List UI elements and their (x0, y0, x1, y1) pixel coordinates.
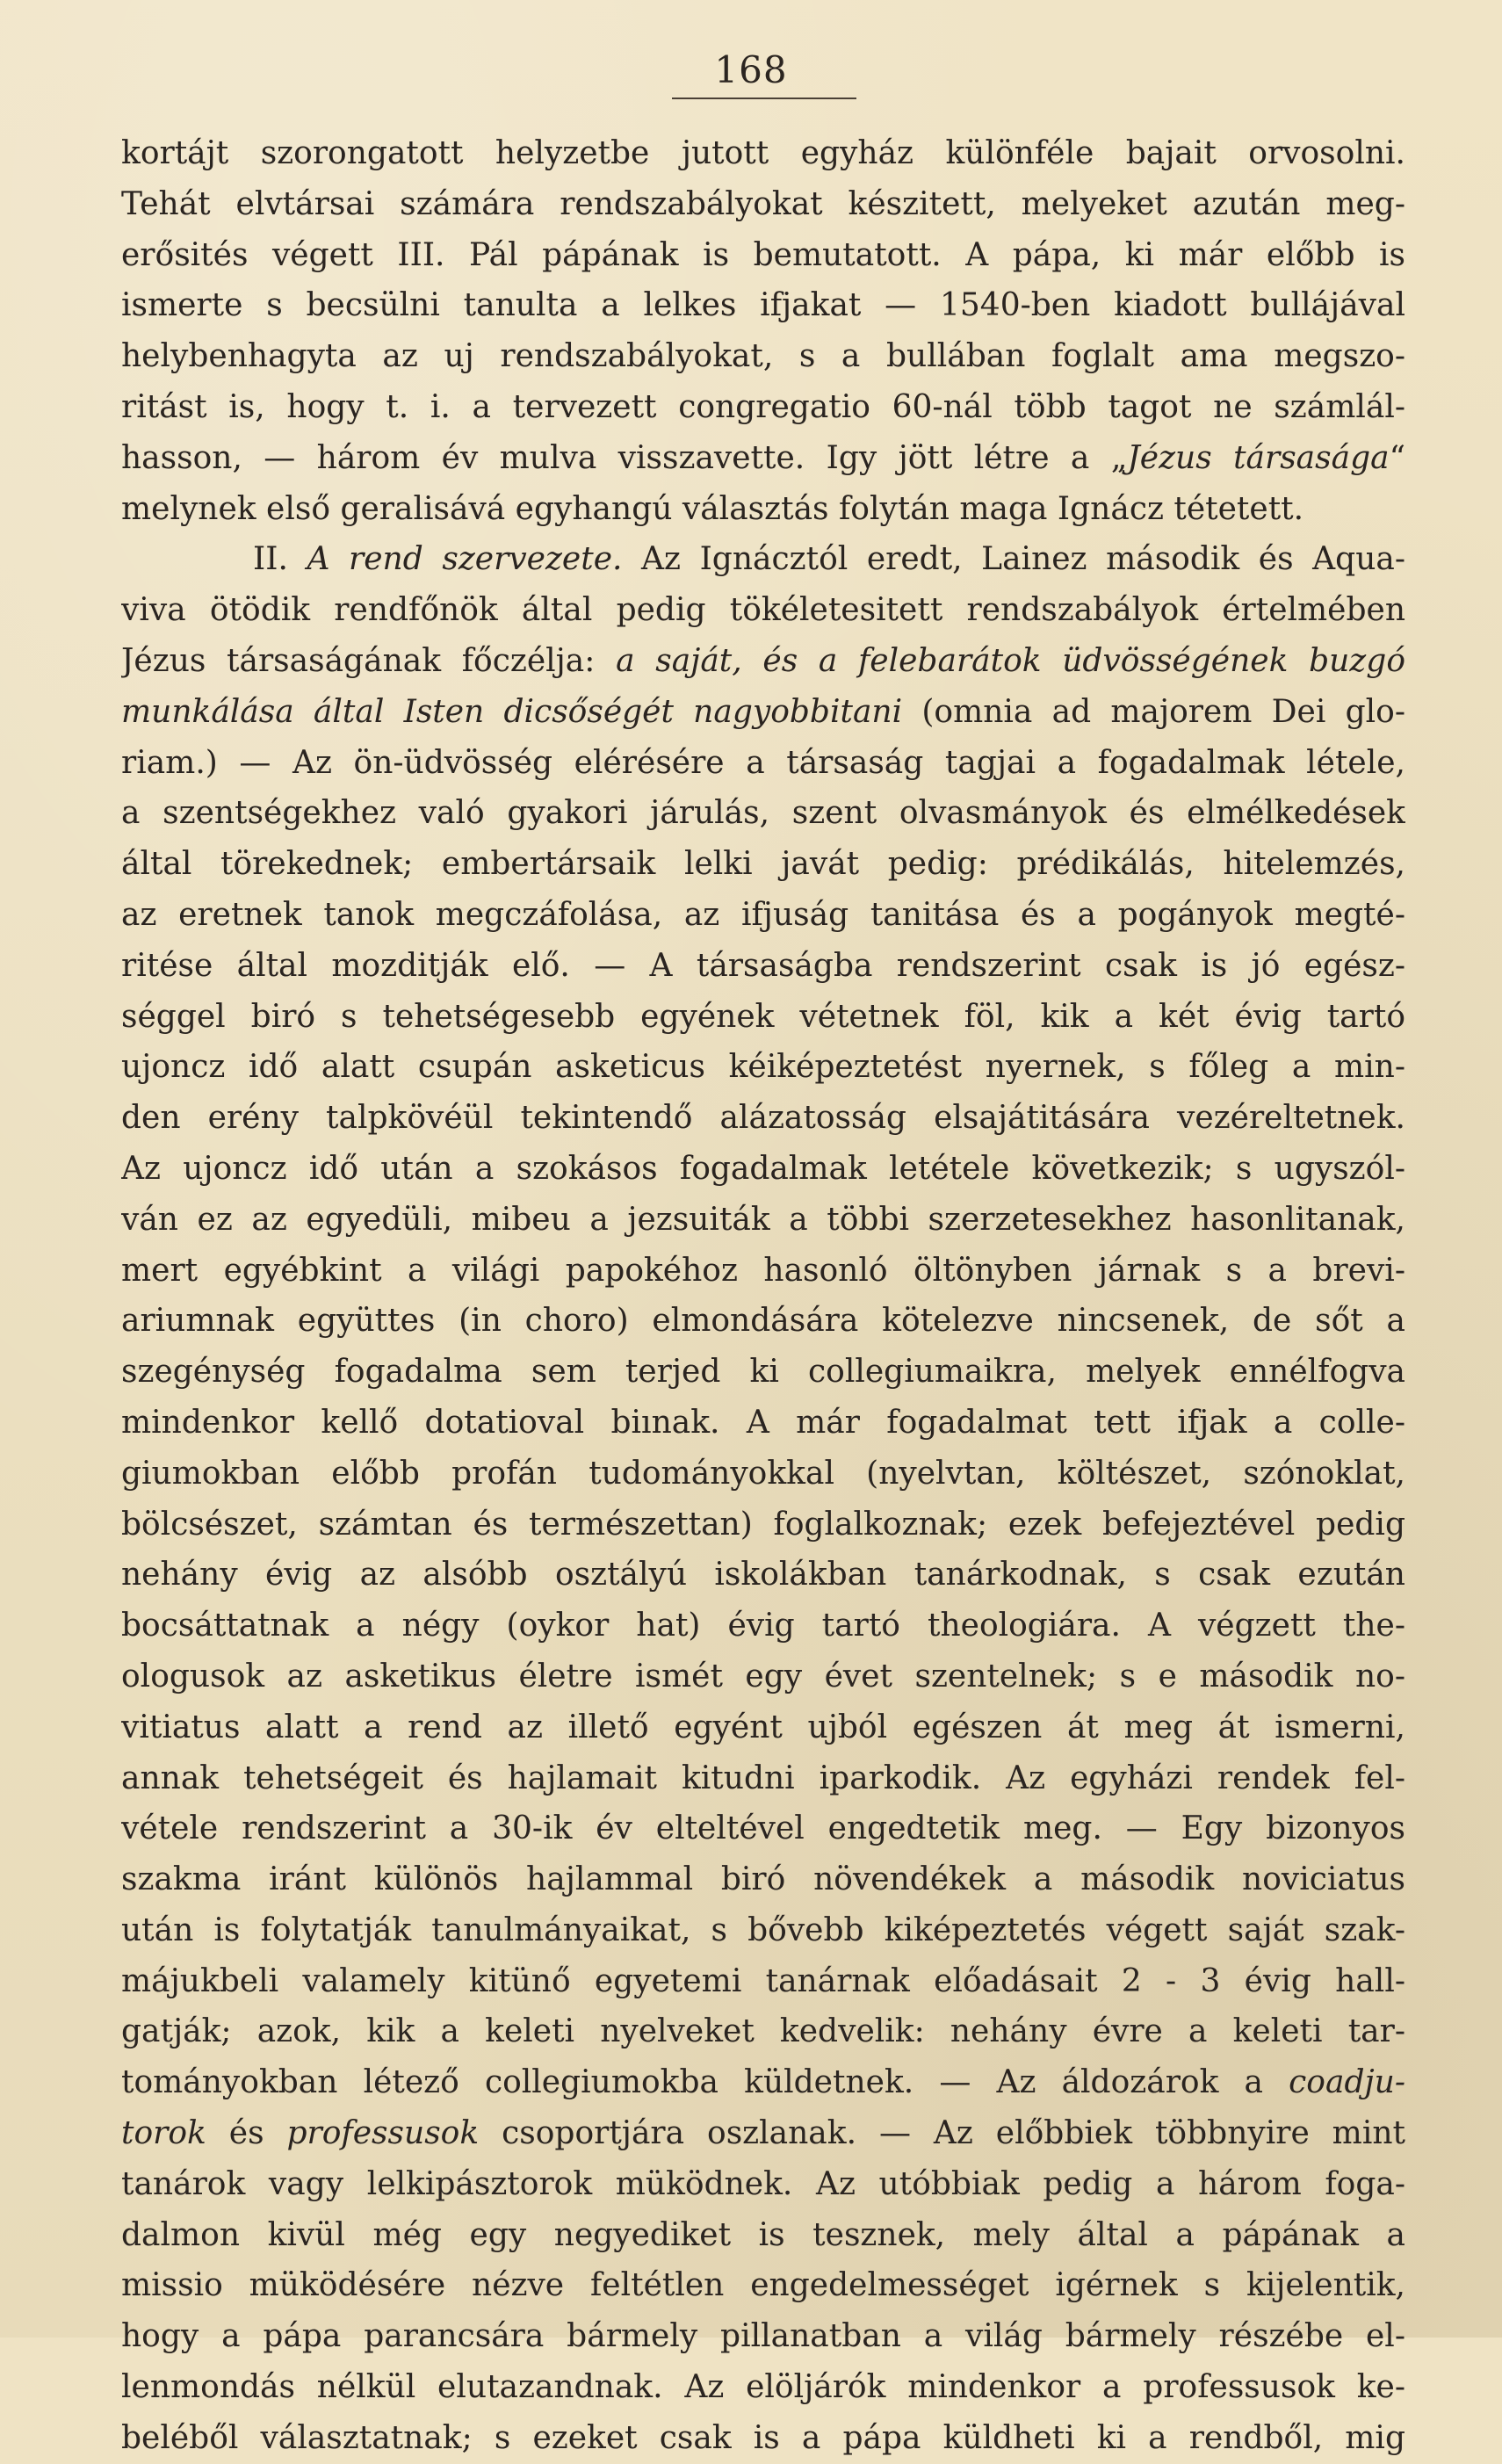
italic-text: coadju- (1289, 2064, 1405, 2101)
text-line (121, 2362, 1405, 2413)
text-run: csoportjára oszlanak. — Az előbbiek többnyire mint (479, 2115, 1405, 2152)
text-line (121, 1398, 1405, 1449)
page-number: 168 (714, 48, 788, 91)
text-run: annak tehetségeit és hajlamait kitudni iparkodik. Az egyházi rendek fel- (121, 1759, 1405, 1796)
text-line (121, 585, 1405, 636)
text-line (121, 484, 1405, 535)
text-run: (omnia ad majorem Dei glo- (902, 693, 1405, 730)
text-run: májukbeli valamely kitünő egyetemi tanárnak előadásait 2 - 3 évig hall- (121, 1962, 1405, 1999)
text-line (121, 1347, 1405, 1398)
text-run: az eretnek tanok megczáfolása, az ifjuság tanitása és a pogányok megté- (121, 896, 1405, 933)
italic-text: munkálása által Isten dicsőségét nagyobbitani (121, 693, 903, 730)
text-run: tományokban létező collegiumokba küldetnek. — Az áldozárok a (121, 2064, 1289, 2101)
text-line (121, 687, 1405, 738)
text-run: tanárok vagy lelkipásztorok müködnek. Az utóbbiak pedig a három foga- (121, 2165, 1405, 2202)
text-line (121, 2108, 1405, 2159)
italic-text: Jézus társasága (1127, 439, 1390, 476)
text-line (121, 941, 1405, 992)
text-line (121, 1550, 1405, 1601)
text-line (121, 1195, 1405, 1246)
text-line (121, 2210, 1405, 2261)
text-line (121, 280, 1405, 331)
text-run: által törekednek; embertársaik lelki javát pedig: prédikálás, hitelemzés, (121, 846, 1405, 883)
italic-text: professusok (286, 2115, 480, 2152)
text-run: ismerte s becsülni tanulta a lelkes ifjakat — 1540-ben kiadott bullájával (121, 287, 1405, 324)
text-run: missio müködésére nézve feltétlen engedelmességet igérnek s kijelentik, (121, 2267, 1405, 2304)
text-run: séggel biró s tehetségesebb egyének vétetnek föl, kik a két évig tartó (121, 998, 1405, 1035)
text-run: bocsáttatnak a négy (oykor hat) évig tartó theologiára. A végzett the- (121, 1608, 1405, 1644)
italic-text: a saját, és a felebarátok üdvösségének buzgó (616, 642, 1405, 679)
text-run: II. (253, 541, 307, 578)
text-run: riam.) — Az ön-üdvösség elérésére a társaság tagjai a fogadalmak létele, (121, 744, 1405, 781)
text-line (121, 992, 1405, 1043)
text-run: a szentségekhez való gyakori járulás, szent olvasmányok és elmélkedések (121, 795, 1405, 832)
text-run: vitiatus alatt a rend az illető egyént ujból egészen át meg át ismerni, (121, 1709, 1405, 1745)
text-run: ván ez az egyedüli, mibeu a jezsuiták a többi szerzetesekhez hasonlitanak, (121, 1201, 1405, 1238)
text-line (121, 1296, 1405, 1347)
body-text (121, 128, 1405, 2464)
text-line (121, 1093, 1405, 1144)
italic-text: A rend szervezete. (307, 541, 623, 578)
text-line (121, 1956, 1405, 2007)
text-line (121, 179, 1405, 230)
text-line (121, 1246, 1405, 1297)
text-run: ologusok az asketikus életre ismét egy évet szentelnek; s e második no- (121, 1658, 1405, 1694)
text-line (121, 1905, 1405, 1956)
text-line (121, 1449, 1405, 1499)
text-run: nehány évig az alsóbb osztályú iskolákban tanárkodnak, s csak ezután (121, 1557, 1405, 1593)
text-line (121, 128, 1405, 179)
text-line (121, 788, 1405, 839)
text-run: helybenhagyta az uj rendszabályokat, s a bullában foglalt ama megszo- (121, 338, 1405, 375)
text-run: mindenkor kellő dotatioval biınak. A már fogadalmat tett ifjak a colle- (121, 1404, 1405, 1441)
text-run: hasson, — három év mulva visszavette. Igy jött létre a „ (121, 439, 1128, 476)
text-line (121, 738, 1405, 789)
text-run: kortájt szorongatott helyzetbe jutott egyház különféle bajait orvosolni. (121, 135, 1405, 171)
text-line (121, 1042, 1405, 1093)
text-line (121, 2006, 1405, 2057)
text-line (121, 433, 1405, 484)
text-run: Tehát elvtársai számára rendszabályokat készitett, melyeket azután meg- (121, 185, 1405, 222)
italic-text: torok (121, 2115, 206, 2152)
text-run: ujoncz idő alatt csupán asketicus kéiképeztetést nyernek, s főleg a min- (121, 1049, 1405, 1086)
text-run: bölcsészet, számtan és természettan) foglalkoznak; ezek befejeztével pedig (121, 1506, 1405, 1543)
text-line (121, 534, 1405, 585)
text-run: lenmondás nélkül elutazandnak. Az elöljárók mindenkor a professusok ke- (121, 2369, 1405, 2406)
text-line (121, 1651, 1405, 1702)
text-run: beléből választatnak; s ezeket csak is a pápa küldheti ki a rendből, mig (121, 2419, 1405, 2456)
text-run: erősités végett III. Pál pápának is bemutatott. A pápa, ki már előbb is (121, 236, 1405, 273)
text-run: viva ötödik rendfőnök által pedig tökéletesitett rendszabályok értelmében (121, 592, 1405, 629)
text-line (121, 839, 1405, 890)
header-rule (672, 98, 856, 99)
text-line (121, 1144, 1405, 1195)
text-line (121, 2159, 1405, 2210)
text-run: szakma iránt különös hajlammal biró növendékek a második noviciatus (121, 1861, 1405, 1898)
text-run: Az ujoncz idő után a szokásos fogadalmak letétele következik; s ugyszól- (121, 1150, 1405, 1187)
text-run: és (206, 2115, 287, 2152)
text-run: hogy a pápa parancsára bármely pillanatban a világ bármely részébe el- (121, 2318, 1405, 2355)
text-run: mert egyébkint a világi papokéhoz hasonló öltönyben járnak s a brevi- (121, 1252, 1405, 1289)
text-run: vétele rendszerint a 30-ik év elteltével engedtetik meg. — Egy bizonyos (121, 1810, 1405, 1847)
text-line (121, 1803, 1405, 1854)
text-line (121, 1753, 1405, 1804)
text-run: Az Ignácztól eredt, Lainez második és Aqua- (622, 541, 1405, 578)
text-line (121, 1499, 1405, 1550)
text-run: ritást is, hogy t. i. a tervezett congregatio 60-nál több tagot ne számlál- (121, 388, 1405, 425)
text-line (121, 1702, 1405, 1753)
text-line (121, 2311, 1405, 2362)
text-run: “ (1389, 439, 1405, 476)
text-line (121, 1601, 1405, 1651)
text-run: dalmon kivül még egy negyediket is tesznek, mely által a pápának a (121, 2216, 1405, 2253)
text-run: melynek első geralisává egyhangú választás folytán maga Ignácz tétetett. (121, 490, 1304, 527)
text-run: Jézus társaságának főczélja: (121, 642, 617, 679)
text-line (121, 331, 1405, 382)
text-run: giumokban előbb profán tudományokkal (nyelvtan, költészet, szónoklat, (121, 1455, 1405, 1492)
text-line (121, 636, 1405, 687)
text-line (121, 1854, 1405, 1905)
text-line (121, 230, 1405, 281)
text-run: után is folytatják tanulmányaikat, s bővebb kiképeztetés végett saját szak- (121, 1911, 1405, 1948)
text-line (121, 2260, 1405, 2311)
text-run: szegénység fogadalma sem terjed ki collegiumaikra, melyek ennélfogva (121, 1354, 1405, 1391)
text-run: ritése által mozditják elő. — A társaságba rendszerint csak is jó egész- (121, 947, 1405, 984)
text-line (121, 2057, 1405, 2108)
text-line (121, 2413, 1405, 2464)
text-line (121, 382, 1405, 433)
text-line (121, 890, 1405, 941)
text-run: gatják; azok, kik a keleti nyelveket kedvelik: nehány évre a keleti tar- (121, 2013, 1405, 2050)
text-run: den erény talpkövéül tekintendő alázatosság elsajátitására vezéreltetnek. (121, 1100, 1405, 1137)
text-run: ariumnak együttes (in choro) elmondására kötelezve nincsenek, de sőt a (121, 1303, 1405, 1340)
